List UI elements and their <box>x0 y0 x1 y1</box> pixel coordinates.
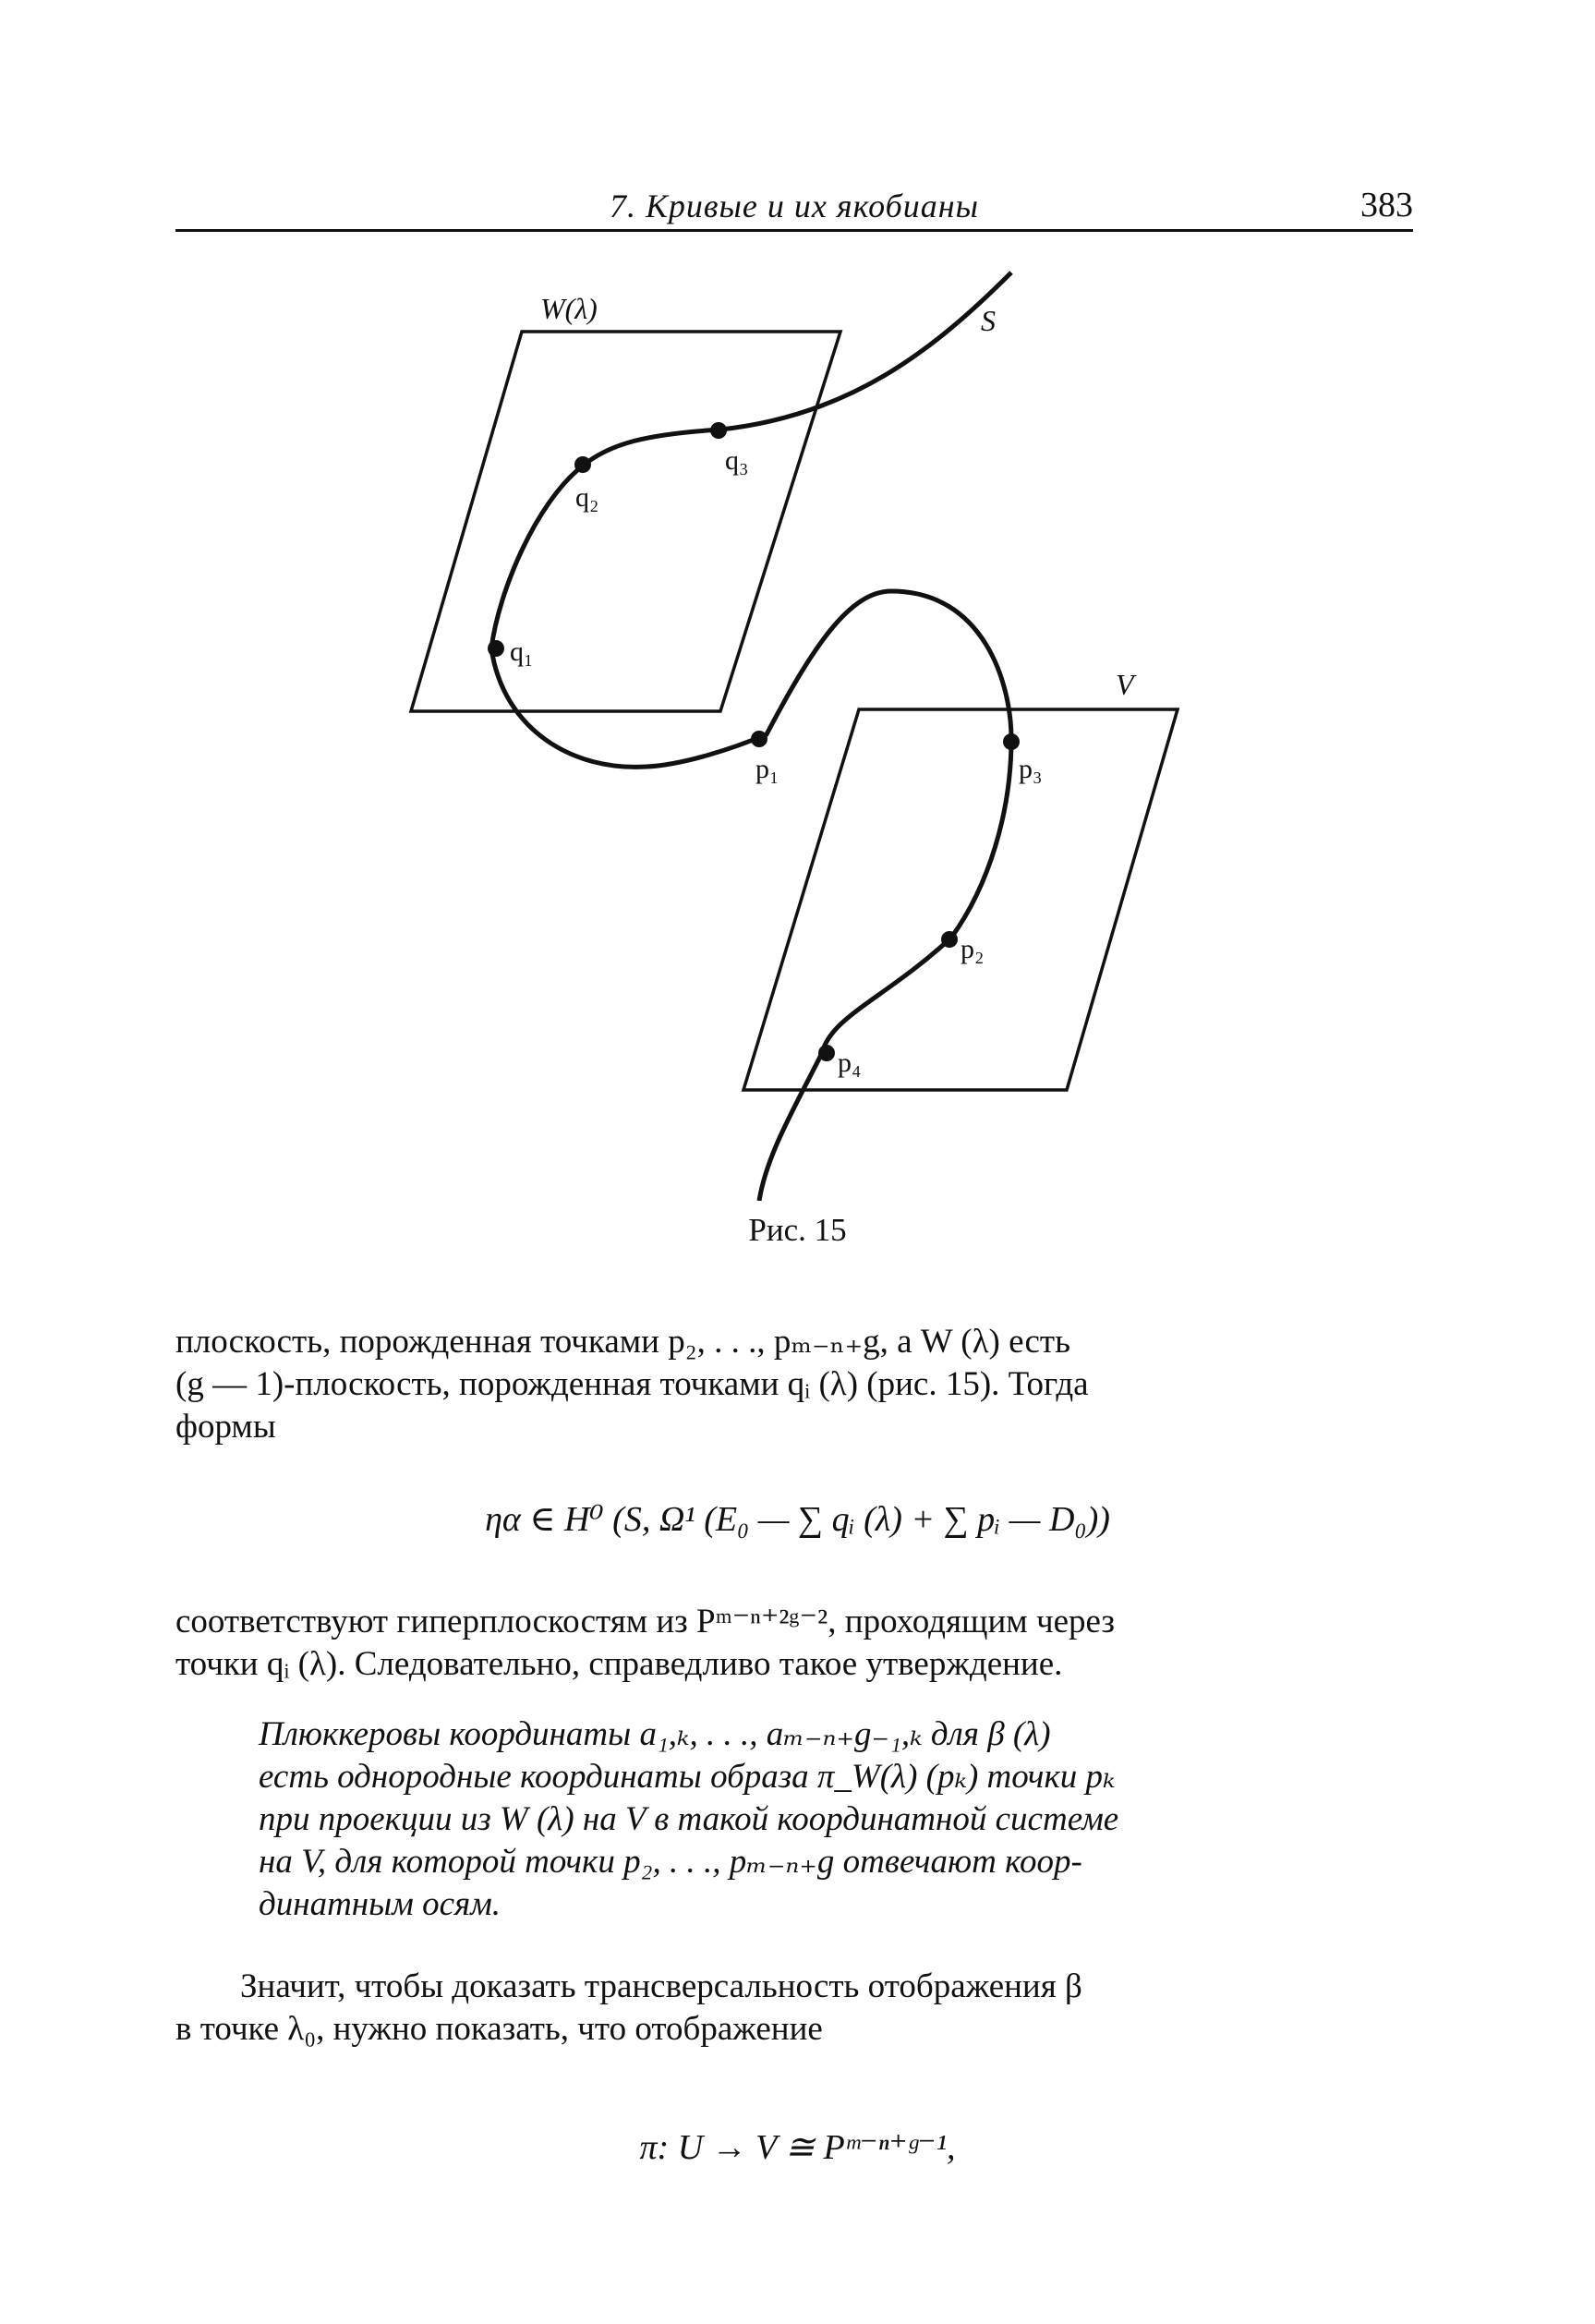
label-p2: p₂ <box>961 934 985 964</box>
label-q3: q₃ <box>725 445 749 476</box>
point-q2 <box>574 456 591 473</box>
running-title: 7. Кривые и их якобианы <box>610 188 979 224</box>
point-p3 <box>1003 733 1020 750</box>
formula-eta: ηα ∈ H⁰ (S, Ω¹ (E₀ — ∑ qᵢ (λ) + ∑ pᵢ — D₀)) <box>485 1500 1110 1539</box>
label-v: V <box>1116 668 1134 701</box>
point-p2 <box>941 931 958 948</box>
plane-v <box>743 709 1178 1090</box>
theorem-line: при проекции из W (λ) на V в такой координатной системе <box>259 1800 1119 1838</box>
theorem-line: динатным осям. <box>259 1885 501 1923</box>
text-line: соответствуют гиперплоскостям из Pᵐ⁻ⁿ⁺²ᵍ⁻², проходящим через <box>175 1603 1115 1640</box>
label-q1: q₁ <box>510 636 534 667</box>
label-w-lambda: W(λ) <box>540 292 598 325</box>
label-p1: p₁ <box>755 754 779 784</box>
plane-w <box>411 332 840 711</box>
page-number: 383 <box>1360 186 1413 224</box>
text-line: плоскость, порожденная точками p₂, . . ., pₘ₋ₙ₊g, а W (λ) есть <box>175 1323 1070 1361</box>
figure-caption: Рис. 15 <box>748 1212 847 1248</box>
text-line: (g — 1)-плоскость, порожденная точками qᵢ (λ) (рис. 15). Тогда <box>175 1365 1089 1403</box>
paragraph-2 <box>175 1601 1413 1686</box>
label-p4: p₄ <box>838 1047 862 1078</box>
point-p4 <box>818 1045 835 1061</box>
point-q1 <box>488 640 504 657</box>
theorem-line: на V, для которой точки p₂, . . ., pₘ₋ₙ₊g отвечают коор- <box>259 1843 1082 1881</box>
point-q3 <box>710 422 727 439</box>
label-s: S <box>981 304 996 337</box>
text-line: точки qᵢ (λ). Следовательно, справедливо такое утверждение. <box>175 1645 1063 1683</box>
formula-pi: π: U → V ≅ Pᵐ⁻ⁿ⁺ᵍ⁻¹, <box>639 2128 956 2167</box>
label-q2: q₂ <box>575 482 599 513</box>
point-p1 <box>751 731 767 747</box>
paragraph-1 <box>175 1321 1413 1448</box>
text-line: Значит, чтобы доказать трансверсальность отображения β <box>240 1967 1082 2005</box>
text-line: формы <box>175 1408 276 1446</box>
text-line: в точке λ₀, нужно показать, что отображение <box>175 2010 823 2048</box>
theorem-line: Плюккеровы координаты a₁,ₖ, . . ., aₘ₋ₙ₊g₋₁,ₖ для β (λ) <box>259 1715 1051 1753</box>
label-p3: p₃ <box>1019 754 1043 784</box>
paragraph-3 <box>175 1966 1413 2051</box>
theorem-statement <box>259 1713 1413 1926</box>
theorem-line: есть однородные координаты образа π_W(λ) (pₖ) точки pₖ <box>259 1758 1116 1796</box>
